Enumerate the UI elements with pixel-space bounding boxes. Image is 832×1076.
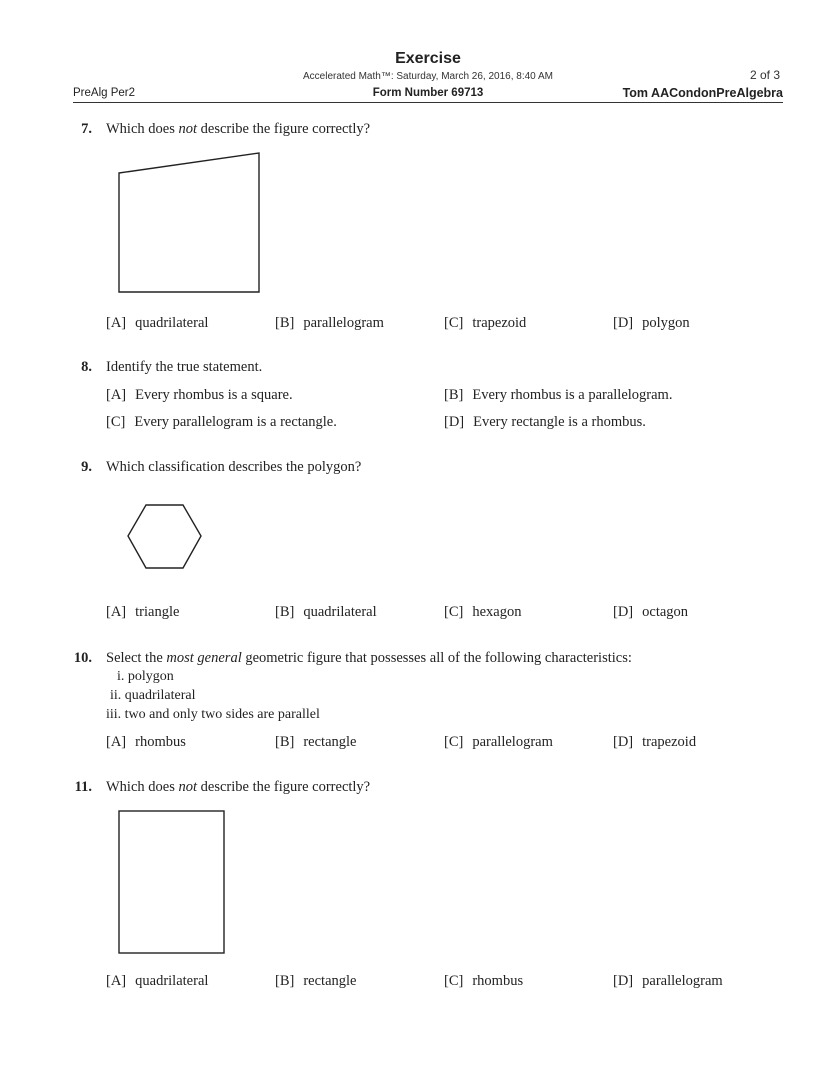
option-label: [D] [613, 315, 634, 331]
answer-option-a[interactable] [106, 315, 208, 332]
page-subtitle: Accelerated Math™: Saturday, March 26, 2016, 8:40 AM [303, 71, 553, 82]
option-label: [B] [275, 315, 295, 331]
option-label: [A] [106, 604, 127, 620]
option-label: [B] [275, 734, 295, 750]
option-text: rhombus [135, 734, 186, 750]
answer-option-a[interactable] [106, 604, 179, 621]
option-label: [B] [444, 387, 464, 403]
question-number: 9. [81, 459, 92, 475]
characteristic-item: i. polygon [117, 669, 174, 684]
class-name: PreAlg Per2 [73, 87, 136, 99]
answer-option-c[interactable] [444, 734, 553, 751]
answer-option-c[interactable] [106, 414, 337, 431]
option-label: [D] [613, 973, 634, 989]
answer-option-d[interactable] [613, 315, 690, 332]
question-text [106, 121, 370, 138]
question-text [106, 779, 370, 796]
option-text: Every rhombus is a square. [135, 387, 293, 403]
option-text: polygon [642, 315, 690, 331]
rectangle-figure [110, 802, 235, 962]
option-text: trapezoid [642, 734, 697, 750]
answer-option-a[interactable] [106, 387, 293, 404]
option-text: trapezoid [472, 315, 527, 331]
question-number: 8. [81, 359, 92, 375]
option-text: triangle [135, 604, 180, 620]
header-divider [73, 102, 783, 103]
characteristic-item: ii. quadrilateral [110, 688, 196, 703]
form-number: Form Number 69713 [372, 87, 484, 99]
question-text-part: Select the [106, 650, 167, 666]
option-text: rhombus [472, 973, 524, 989]
question-text-emphasis: not [178, 121, 198, 137]
answer-option-b[interactable] [275, 604, 377, 621]
question-number: 7. [81, 121, 92, 137]
option-text: parallelogram [303, 315, 384, 331]
answer-option-a[interactable] [106, 734, 186, 751]
hexagon-figure [120, 498, 210, 578]
answer-option-a[interactable] [106, 973, 208, 990]
question-text-part: geometric figure that possesses all of the following characteristics: [241, 650, 632, 666]
trapezoid-figure [110, 145, 270, 300]
option-label: [A] [106, 734, 127, 750]
option-text: octagon [642, 604, 689, 620]
question-text: Identify the true statement. [106, 359, 263, 375]
answer-option-c[interactable] [444, 973, 523, 990]
option-label: [A] [106, 315, 127, 331]
option-text: Every rhombus is a parallelogram. [472, 387, 673, 403]
question-number: 10. [73, 650, 92, 666]
option-text: quadrilateral [135, 973, 209, 989]
answer-option-d[interactable] [613, 973, 723, 990]
option-text: quadrilateral [135, 315, 209, 331]
question-text-emphasis: most general [166, 650, 242, 666]
option-label: [C] [444, 734, 464, 750]
option-label: [A] [106, 973, 127, 989]
option-label: [A] [106, 387, 127, 403]
characteristic-item: iii. two and only two sides are parallel [106, 707, 320, 722]
page-number: 2 of 3 [749, 68, 780, 82]
page-title: Exercise [395, 50, 461, 67]
answer-option-c[interactable] [444, 604, 521, 621]
question-text-part: describe the figure correctly? [197, 779, 371, 795]
question-number: 11. [74, 779, 92, 795]
answer-option-b[interactable] [275, 315, 384, 332]
question-text-emphasis: not [178, 779, 198, 795]
option-text: quadrilateral [303, 604, 377, 620]
option-label: [C] [444, 315, 464, 331]
answer-option-b[interactable] [275, 973, 356, 990]
option-text: Every parallelogram is a rectangle. [134, 414, 337, 430]
answer-option-d[interactable] [613, 604, 688, 621]
option-label: [D] [444, 414, 465, 430]
option-text: Every rectangle is a rhombus. [473, 414, 646, 430]
question-text-part: describe the figure correctly? [197, 121, 371, 137]
option-label: [B] [275, 973, 295, 989]
option-label: [B] [275, 604, 295, 620]
answer-option-d[interactable] [444, 414, 646, 431]
question-text: Which classification describes the polygon? [106, 459, 362, 475]
answer-option-b[interactable] [275, 734, 356, 751]
question-text-part: Which does [106, 779, 179, 795]
answer-option-d[interactable] [613, 734, 696, 751]
option-text: parallelogram [642, 973, 723, 989]
option-text: parallelogram [472, 734, 553, 750]
option-label: [C] [444, 604, 464, 620]
option-label: [D] [613, 734, 634, 750]
option-text: rectangle [303, 973, 357, 989]
question-text-part: Which does [106, 121, 179, 137]
answer-option-b[interactable] [444, 387, 672, 404]
answer-option-c[interactable] [444, 315, 526, 332]
option-text: rectangle [303, 734, 357, 750]
teacher-name: Tom AACondonPreAlgebra [622, 86, 783, 100]
option-label: [C] [444, 973, 464, 989]
option-text: hexagon [472, 604, 522, 620]
option-label: [C] [106, 414, 126, 430]
question-text [106, 650, 632, 667]
option-label: [D] [613, 604, 634, 620]
